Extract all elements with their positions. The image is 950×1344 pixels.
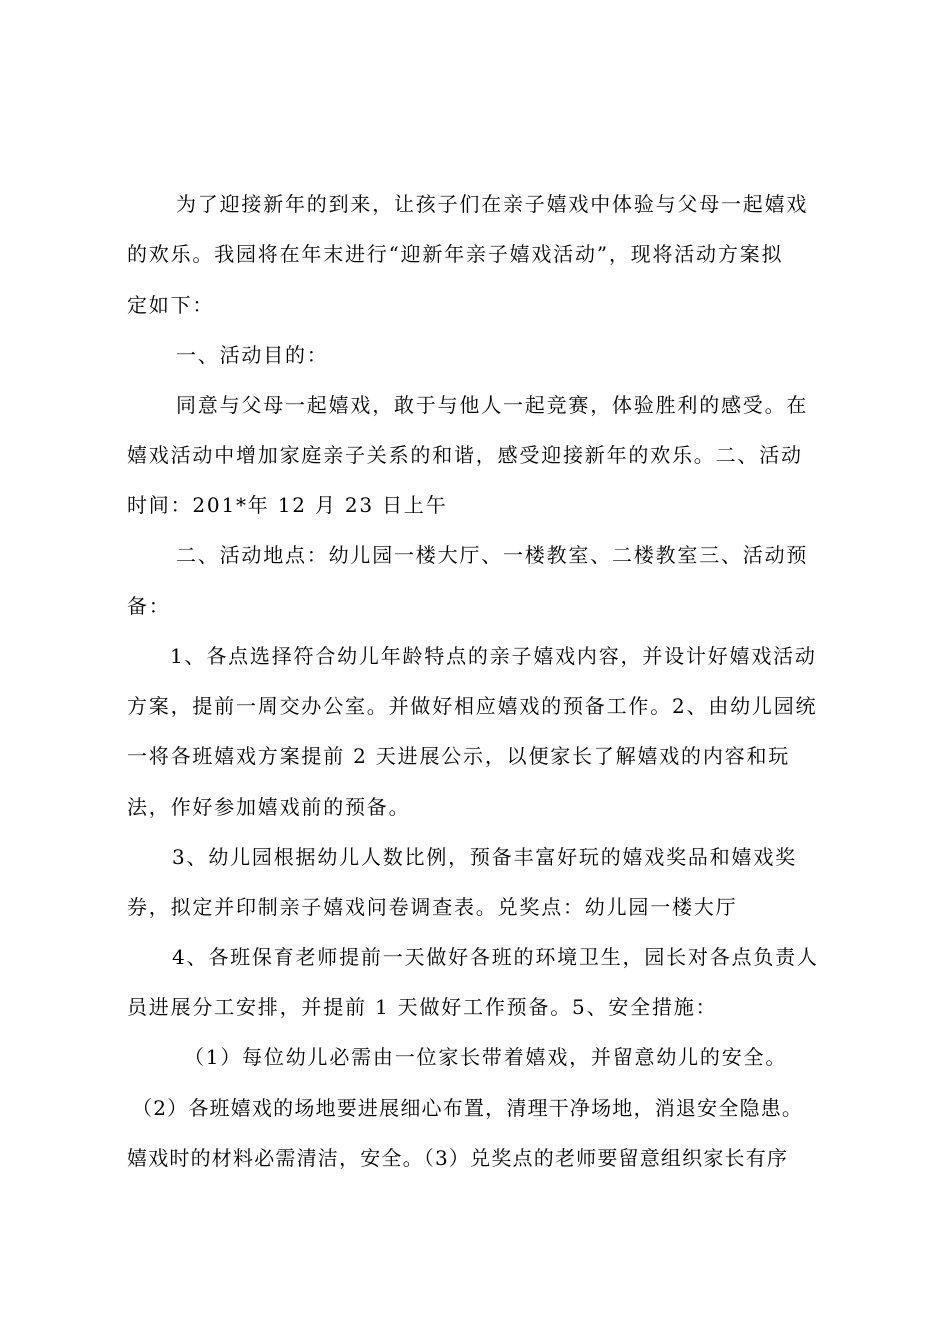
text-line: 为了迎接新年的到来，让孩子们在亲子嬉戏中体验与父母一起嬉戏 (176, 192, 809, 216)
text-line: 4、各班保育老师提前一天做好各班的环境卫生，园长对各点负责人 (172, 945, 819, 969)
text-line: 二、活动地点：幼儿园一楼大厅、一楼教室、二楼教室三、活动预 (176, 543, 809, 567)
text-line: 券，拟定并印制亲子嬉戏问卷调查表。兑奖点：幼儿园一楼大厅 (127, 895, 738, 919)
text-line: 员进展分工安排，并提前 1 天做好工作预备。5、安全措施： (127, 995, 718, 1019)
text-line: 备： (127, 594, 171, 618)
text-line: 时间：201*年 12 月 23 日上午 (127, 493, 448, 517)
text-line: 定如下： (127, 293, 215, 317)
text-line: 方案，提前一周交办公室。并做好相应嬉戏的预备工作。2、由幼儿园统 (127, 694, 818, 718)
text-line: （2）各班嬉戏的场地要进展细心布置，清理干净场地，消退安全隐患。 (132, 1096, 804, 1120)
text-line: （1）每位幼儿必需由一位家长带着嬉戏，并留意幼儿的安全。 (184, 1045, 788, 1069)
text-line: 嬉戏时的材料必需清洁，安全。（3）兑奖点的老师要留意组织家长有序 (127, 1146, 789, 1170)
text-line: 3、幼儿园根据幼儿人数比例，预备丰富好玩的嬉戏奖品和嬉戏奖 (172, 845, 797, 869)
text-line: 嬉戏活动中增加家庭亲子关系的和谐，感受迎接新年的欢乐。二、活动 (127, 443, 803, 467)
text-line: 一将各班嬉戏方案提前 2 天进展公示，以便家长了解嬉戏的内容和玩 (127, 744, 791, 768)
text-line: 法，作好参加嬉戏前的预备。 (127, 795, 411, 819)
section-heading: 一、活动目的： (176, 343, 329, 367)
text-line: 同意与父母一起嬉戏，敢于与他人一起竞赛，体验胜利的感受。在 (176, 393, 809, 417)
text-line: 1、各点选择符合幼儿年龄特点的亲子嬉戏内容，并设计好嬉戏活动 (170, 644, 817, 668)
text-line: 的欢乐。我园将在年末进行“迎新年亲子嬉戏活动”，现将活动方案拟 (127, 242, 784, 266)
